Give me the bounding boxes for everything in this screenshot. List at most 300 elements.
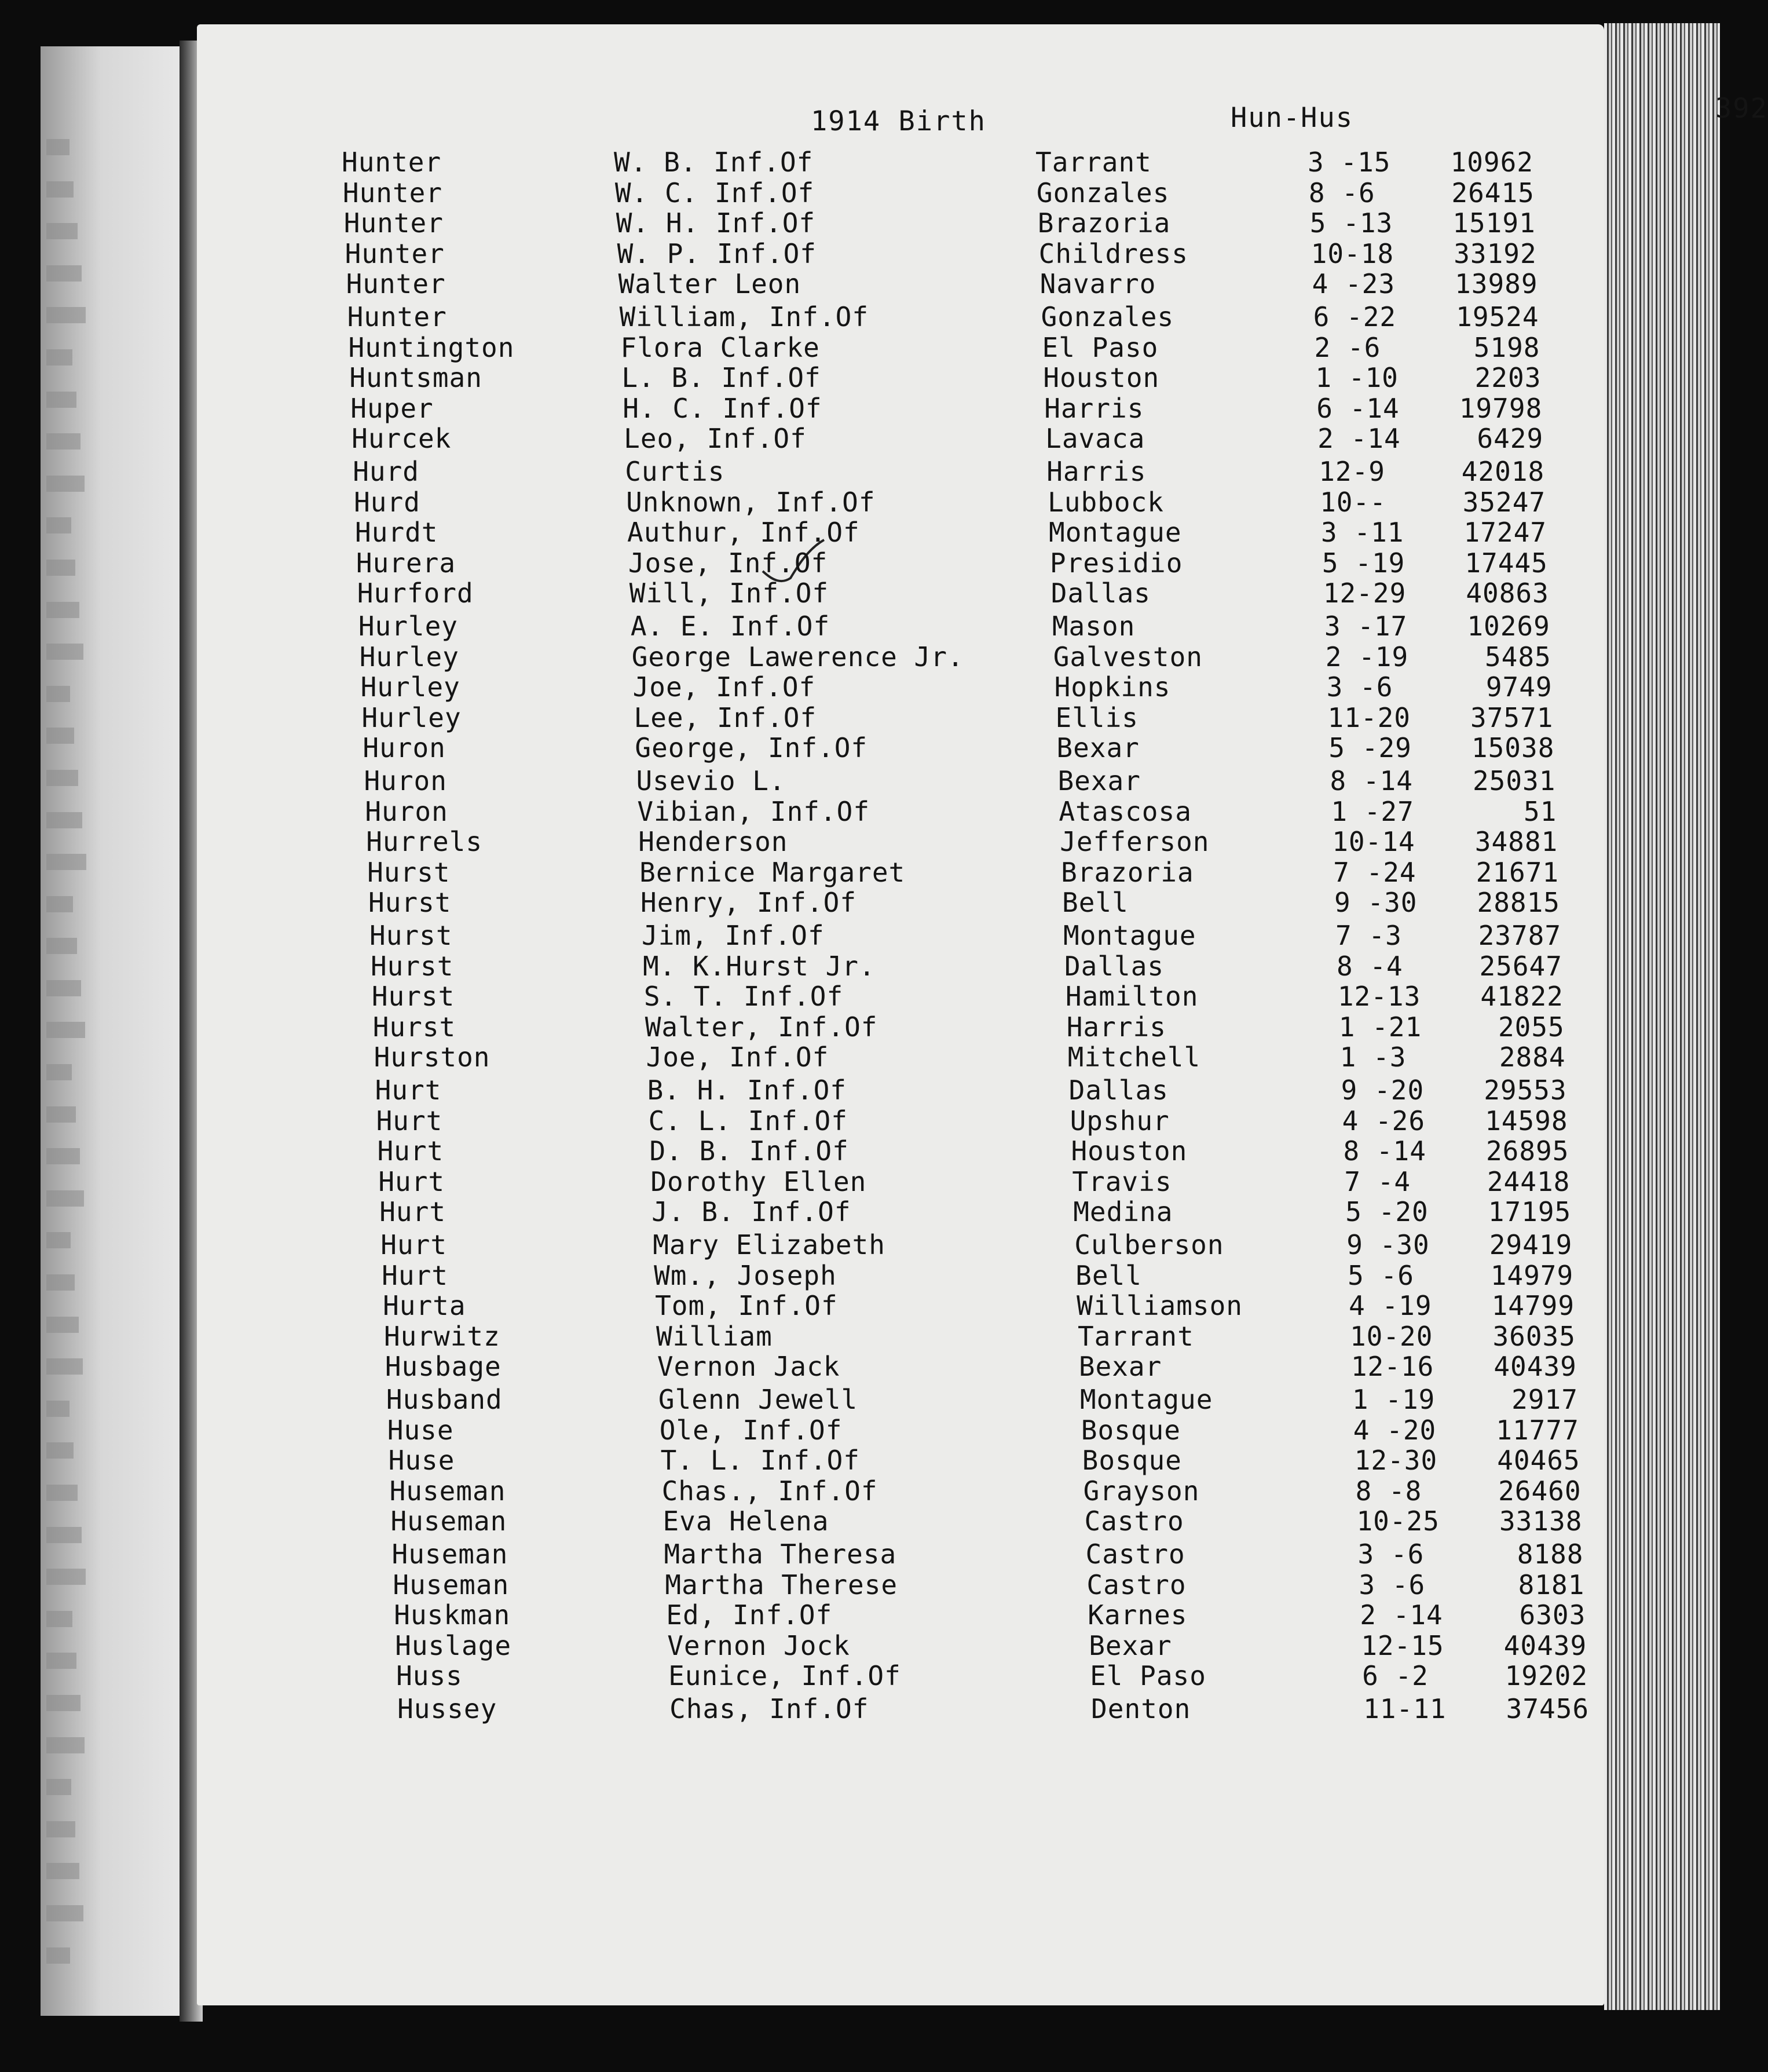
record-county: Hamilton	[1065, 981, 1199, 1013]
record-certificate-number: 34881	[1474, 826, 1558, 858]
bleed-through-mark	[46, 770, 78, 786]
bleed-through-mark	[46, 560, 75, 576]
record-surname: Huseman	[393, 1569, 510, 1600]
record-date: 10-25	[1356, 1505, 1440, 1537]
record-given-name: Tom, Inf.Of	[655, 1290, 838, 1322]
record-county: Gonzales	[1041, 301, 1174, 332]
record-surname: Huse	[388, 1445, 455, 1477]
page-title-year: 1914 Birth	[811, 105, 986, 137]
record-date: 7 -3	[1335, 920, 1402, 951]
bleed-through-mark	[46, 1527, 82, 1543]
record-county: Brazoria	[1061, 856, 1194, 888]
record-given-name: Jim, Inf.Of	[642, 920, 825, 951]
record-date: 6 -22	[1313, 301, 1397, 332]
record-county: Montague	[1049, 517, 1182, 549]
record-county: Upshur	[1070, 1105, 1170, 1137]
bleed-through-mark	[46, 349, 72, 366]
record-certificate-number: 40863	[1466, 578, 1549, 609]
record-certificate-number: 14799	[1491, 1290, 1575, 1322]
record-given-name: J. B. Inf.Of	[651, 1196, 851, 1228]
record-surname: Huper	[350, 392, 434, 424]
bleed-through-mark	[46, 812, 82, 828]
record-given-name: William	[656, 1320, 773, 1352]
record-given-name: Glenn Jewell	[658, 1384, 858, 1415]
record-certificate-number: 6429	[1477, 423, 1544, 455]
record-certificate-number: 33192	[1454, 237, 1537, 269]
record-certificate-number: 19798	[1459, 392, 1543, 424]
record-certificate-number: 25031	[1472, 765, 1556, 796]
record-certificate-number: 33138	[1499, 1505, 1583, 1537]
record-county: Navarro	[1039, 268, 1156, 300]
record-county: Bell	[1062, 887, 1129, 919]
record-certificate-number: 17247	[1463, 517, 1547, 549]
record-given-name: W. C. Inf.Of	[614, 177, 815, 209]
record-given-name: Walter, Inf.Of	[645, 1011, 878, 1043]
record-date: 10-18	[1311, 237, 1394, 269]
bleed-through-mark	[46, 1653, 76, 1669]
bleed-through-mark	[46, 476, 85, 492]
record-given-name: Ed, Inf.Of	[666, 1599, 833, 1631]
record-given-name: Wm., Joseph	[654, 1259, 837, 1291]
record-surname: Hunter	[343, 207, 444, 239]
bleed-through-mark	[46, 181, 74, 198]
record-county: Castro	[1084, 1505, 1184, 1537]
record-county: Castro	[1085, 1539, 1185, 1570]
record-county: Dallas	[1064, 950, 1165, 982]
record-certificate-number: 9749	[1485, 671, 1553, 703]
record-county: Hopkins	[1054, 671, 1171, 703]
record-surname: Hurst	[372, 1011, 456, 1043]
record-certificate-number: 36035	[1492, 1320, 1576, 1352]
record-certificate-number: 17195	[1488, 1196, 1572, 1228]
record-given-name: H. C. Inf.Of	[623, 392, 822, 424]
record-given-name: S. T. Inf.Of	[643, 981, 844, 1013]
record-surname: Hurwitz	[383, 1320, 500, 1352]
record-given-name: Vernon Jack	[657, 1351, 840, 1383]
record-given-name: Curtis	[625, 456, 725, 487]
record-date: 7 -24	[1333, 856, 1416, 888]
bleed-through-mark	[46, 938, 77, 954]
record-surname: Hurdt	[355, 517, 438, 549]
record-given-name: Usevio L.	[636, 765, 786, 796]
record-surname: Hurst	[367, 856, 451, 888]
bleed-through-mark	[46, 854, 86, 870]
record-date: 12-15	[1361, 1629, 1444, 1661]
record-certificate-number: 25647	[1479, 950, 1562, 982]
record-county: Denton	[1091, 1693, 1191, 1724]
record-county: Bosque	[1081, 1414, 1181, 1446]
record-county: Karnes	[1088, 1599, 1188, 1631]
record-given-name: Flora Clarke	[620, 331, 820, 363]
record-date: 6 -14	[1316, 392, 1400, 424]
record-county: Presidio	[1049, 547, 1183, 579]
record-given-name: Joe, Inf.Of	[646, 1042, 829, 1073]
record-date: 1 -19	[1352, 1384, 1436, 1415]
record-given-name: A. E. Inf.Of	[630, 611, 830, 642]
record-surname: Hurt	[378, 1165, 445, 1197]
record-surname: Huse	[387, 1414, 454, 1446]
record-surname: Hurt	[379, 1196, 446, 1228]
record-surname: Huseman	[391, 1539, 508, 1570]
record-date: 3 -6	[1359, 1569, 1426, 1600]
record-given-name: Unknown, Inf.Of	[626, 486, 876, 518]
record-surname: Hurston	[374, 1042, 490, 1073]
record-certificate-number: 51	[1523, 795, 1557, 827]
record-given-name: Leo, Inf.Of	[624, 423, 807, 455]
record-county: Mitchell	[1067, 1042, 1201, 1073]
record-certificate-number: 29419	[1489, 1229, 1573, 1260]
record-date: 3 -6	[1326, 671, 1393, 703]
record-date: 1 -10	[1315, 362, 1399, 394]
record-county: Lavaca	[1045, 423, 1145, 455]
record-given-name: Martha Therese	[665, 1569, 898, 1600]
bleed-through-mark	[46, 433, 80, 450]
record-certificate-number: 2917	[1511, 1384, 1578, 1415]
record-date: 1 -3	[1339, 1042, 1407, 1073]
record-date: 11-20	[1327, 701, 1411, 733]
record-county: Harris	[1046, 456, 1147, 487]
record-county: Childress	[1038, 237, 1188, 269]
record-given-name: Ole, Inf.Of	[659, 1414, 843, 1446]
record-surname: Hurt	[377, 1135, 444, 1167]
record-date: 11-11	[1363, 1693, 1447, 1724]
record-county: Culberson	[1074, 1229, 1224, 1260]
bleed-through-mark	[46, 1317, 79, 1333]
record-certificate-number: 14598	[1485, 1105, 1568, 1137]
record-surname: Hurrels	[366, 826, 483, 858]
record-date: 1 -27	[1331, 795, 1414, 827]
record-certificate-number: 2884	[1499, 1042, 1566, 1073]
record-date: 12-30	[1354, 1445, 1438, 1477]
record-county: Bosque	[1082, 1445, 1182, 1477]
bleed-through-mark	[46, 1148, 80, 1164]
record-certificate-number: 23787	[1478, 920, 1562, 951]
record-given-name: D. B. Inf.Of	[649, 1135, 849, 1167]
record-surname: Hussey	[397, 1693, 497, 1724]
record-certificate-number: 41822	[1480, 981, 1564, 1013]
record-given-name: Vibian, Inf.Of	[637, 795, 870, 827]
record-certificate-number: 11777	[1496, 1414, 1579, 1446]
bleed-through-mark	[46, 1190, 84, 1207]
record-county: Harris	[1066, 1011, 1166, 1043]
record-date: 12-9	[1319, 456, 1385, 487]
record-certificate-number: 2203	[1474, 362, 1542, 394]
page-stack-edge	[1604, 23, 1720, 2010]
ledger-page	[197, 24, 1768, 2005]
record-date: 12-16	[1350, 1351, 1434, 1383]
record-county: Tarrant	[1077, 1320, 1194, 1352]
record-date: 8 -4	[1336, 950, 1403, 982]
record-certificate-number: 5198	[1473, 331, 1540, 363]
record-county: Atascosa	[1059, 795, 1192, 827]
record-given-name: Mary Elizabeth	[653, 1229, 886, 1260]
record-surname: Hurd	[353, 456, 419, 487]
record-certificate-number: 19524	[1456, 301, 1539, 332]
record-surname: Hurt	[376, 1105, 443, 1137]
page-number: 392	[1715, 93, 1768, 125]
record-given-name: Chas., Inf.Of	[661, 1475, 878, 1507]
record-given-name: Dorothy Ellen	[650, 1165, 867, 1197]
record-date: 2 -19	[1325, 641, 1409, 673]
record-given-name: Eva Helena	[662, 1505, 829, 1537]
record-county: Galveston	[1053, 641, 1203, 673]
record-given-name: Will, Inf.Of	[629, 578, 829, 609]
bleed-through-mark	[46, 1022, 85, 1038]
record-date: 3 -17	[1324, 611, 1408, 642]
record-surname: Hurera	[356, 547, 456, 579]
record-county: Williamson	[1077, 1290, 1243, 1322]
record-certificate-number: 40465	[1497, 1445, 1580, 1477]
bleed-through-mark	[46, 139, 69, 155]
bleed-through-strip	[46, 139, 87, 1964]
bleed-through-mark	[46, 223, 78, 239]
record-surname: Hunter	[342, 177, 443, 209]
record-certificate-number: 6303	[1519, 1599, 1586, 1631]
bleed-through-mark	[46, 602, 79, 618]
record-surname: Hurley	[361, 701, 462, 733]
record-county: Travis	[1072, 1165, 1172, 1197]
record-given-name: Vernon Jock	[667, 1629, 850, 1661]
record-certificate-number: 14979	[1490, 1259, 1574, 1291]
bleed-through-mark	[46, 980, 81, 996]
record-certificate-number: 15038	[1471, 732, 1555, 764]
record-given-name: Jose, Inf.Of	[628, 547, 828, 579]
record-county: El Paso	[1042, 331, 1159, 363]
record-county: Bexar	[1057, 765, 1141, 796]
record-date: 2 -6	[1314, 331, 1381, 363]
record-given-name: Lee, Inf.Of	[634, 701, 817, 733]
record-county: Harris	[1044, 392, 1144, 424]
record-date: 10-20	[1349, 1320, 1433, 1352]
record-date: 12-13	[1337, 981, 1421, 1013]
record-certificate-number: 5485	[1484, 641, 1551, 673]
record-date: 6 -2	[1362, 1660, 1429, 1692]
record-given-name: T. L. Inf.Of	[660, 1445, 861, 1477]
record-county: Dallas	[1050, 578, 1151, 609]
record-county: Bexar	[1078, 1351, 1162, 1383]
record-surname: Hurst	[369, 920, 453, 951]
record-surname: Hurley	[359, 641, 459, 673]
record-date: 4 -23	[1312, 268, 1396, 300]
record-certificate-number: 37571	[1470, 701, 1554, 733]
record-certificate-number: 10269	[1467, 611, 1550, 642]
record-date: 9 -30	[1346, 1229, 1430, 1260]
bleed-through-mark	[46, 1358, 83, 1375]
record-surname: Hunter	[342, 147, 442, 178]
record-surname: Hunter	[347, 301, 447, 332]
record-certificate-number: 26460	[1498, 1475, 1582, 1507]
record-date: 9 -30	[1334, 887, 1418, 919]
record-county: Tarrant	[1035, 147, 1152, 178]
record-county: Dallas	[1068, 1075, 1169, 1106]
record-surname: Huskman	[394, 1599, 511, 1631]
record-surname: Hurley	[360, 671, 460, 703]
record-surname: Hurd	[354, 486, 420, 518]
record-given-name: C. L. Inf.Of	[648, 1105, 848, 1137]
bleed-through-mark	[46, 1737, 85, 1753]
record-given-name: W. H. Inf.Of	[616, 207, 816, 239]
record-county: El Paso	[1090, 1660, 1206, 1692]
record-surname: Hurt	[375, 1075, 442, 1106]
record-surname: Hurley	[358, 611, 458, 642]
record-surname: Hurta	[383, 1290, 466, 1322]
record-given-name: Chas, Inf.Of	[669, 1693, 869, 1724]
bleed-through-mark	[46, 686, 70, 702]
record-date: 4 -19	[1349, 1290, 1432, 1322]
bleed-through-mark	[46, 1947, 70, 1964]
record-given-name: William, Inf.Of	[619, 301, 869, 332]
record-surname: Hurst	[368, 887, 452, 919]
record-given-name: Authur, Inf.Of	[627, 517, 860, 549]
record-given-name: M. K.Hurst Jr.	[642, 950, 876, 982]
record-date: 2 -14	[1317, 423, 1401, 455]
record-given-name: B. H. Inf.Of	[647, 1075, 847, 1106]
record-given-name: W. P. Inf.Of	[617, 237, 817, 269]
page-name-range: Hun-Hus	[1231, 102, 1354, 134]
record-surname: Husbage	[385, 1351, 502, 1383]
bleed-through-mark	[46, 1232, 71, 1248]
record-date: 10-14	[1332, 826, 1415, 858]
record-certificate-number: 17445	[1465, 547, 1548, 579]
record-county: Montague	[1063, 920, 1196, 951]
bleed-through-mark	[46, 728, 74, 744]
record-county: Jefferson	[1060, 826, 1210, 858]
record-surname: Husband	[386, 1384, 503, 1415]
record-surname: Hunter	[346, 268, 446, 300]
record-certificate-number: 26895	[1485, 1135, 1569, 1167]
bleed-through-mark	[46, 1485, 78, 1501]
bleed-through-mark	[46, 1064, 72, 1080]
record-date: 9 -20	[1341, 1075, 1425, 1106]
record-date: 1 -21	[1338, 1011, 1422, 1043]
record-certificate-number: 40439	[1503, 1629, 1587, 1661]
record-surname: Huntington	[348, 331, 515, 363]
record-county: Houston	[1071, 1135, 1188, 1167]
record-county: Castro	[1086, 1569, 1187, 1600]
record-certificate-number: 24418	[1487, 1165, 1571, 1197]
record-county: Gonzales	[1036, 177, 1170, 209]
record-date: 8 -14	[1330, 765, 1413, 796]
record-certificate-number: 21671	[1476, 856, 1560, 888]
record-surname: Hurcek	[352, 423, 452, 455]
record-date: 3 -11	[1321, 517, 1404, 549]
record-county: Lubbock	[1048, 486, 1164, 518]
bleed-through-mark	[46, 896, 73, 912]
record-surname: Hurt	[382, 1259, 448, 1291]
record-certificate-number: 28815	[1477, 887, 1561, 919]
bleed-through-mark	[46, 1401, 69, 1417]
bleed-through-mark	[46, 265, 82, 282]
record-given-name: Henry, Inf.Of	[640, 887, 857, 919]
record-certificate-number: 42018	[1461, 456, 1545, 487]
record-date: 3 -15	[1308, 147, 1391, 178]
record-given-name: Henderson	[638, 826, 788, 858]
record-date: 2 -14	[1360, 1599, 1443, 1631]
record-date: 5 -6	[1348, 1259, 1414, 1291]
record-date: 10--	[1320, 486, 1386, 518]
record-surname: Huron	[364, 765, 447, 796]
record-county: Ellis	[1055, 701, 1139, 733]
birth-record-list	[197, 24, 1604, 2005]
record-surname: Huron	[365, 795, 448, 827]
bleed-through-mark	[46, 1695, 80, 1711]
record-certificate-number: 8181	[1518, 1569, 1585, 1600]
bleed-through-mark	[46, 1863, 79, 1879]
record-given-name: Walter Leon	[618, 268, 801, 300]
bleed-through-mark	[46, 307, 86, 323]
record-date: 4 -20	[1353, 1414, 1437, 1446]
bleed-through-mark	[46, 1442, 74, 1459]
record-county: Medina	[1073, 1196, 1173, 1228]
bleed-through-mark	[46, 1106, 76, 1123]
record-county: Montague	[1079, 1384, 1213, 1415]
record-surname: Huss	[396, 1660, 463, 1692]
record-given-name: L. B. Inf.Of	[621, 362, 821, 394]
record-certificate-number: 29553	[1484, 1075, 1567, 1106]
record-given-name: W. B. Inf.Of	[614, 147, 814, 178]
record-county: Houston	[1043, 362, 1160, 394]
record-date: 3 -6	[1357, 1539, 1425, 1570]
record-county: Grayson	[1083, 1475, 1200, 1507]
record-date: 4 -26	[1342, 1105, 1426, 1137]
record-given-name: George, Inf.Of	[635, 732, 868, 764]
record-date: 7 -4	[1344, 1165, 1411, 1197]
bleed-through-mark	[46, 1611, 72, 1627]
record-given-name: Martha Theresa	[664, 1539, 897, 1570]
record-certificate-number: 35247	[1462, 486, 1546, 518]
record-county: Bexar	[1089, 1629, 1172, 1661]
record-date: 12-29	[1323, 578, 1407, 609]
bleed-through-mark	[46, 1274, 75, 1291]
record-surname: Hunter	[345, 237, 445, 269]
record-certificate-number: 15191	[1452, 207, 1536, 239]
record-county: Bexar	[1056, 732, 1140, 764]
record-surname: Huseman	[389, 1475, 506, 1507]
record-certificate-number: 19202	[1505, 1660, 1588, 1692]
record-surname: Hurst	[370, 950, 454, 982]
record-certificate-number: 2055	[1498, 1011, 1565, 1043]
record-date: 5 -29	[1328, 732, 1412, 764]
record-given-name: Joe, Inf.Of	[632, 671, 816, 703]
record-certificate-number: 37456	[1506, 1693, 1590, 1724]
record-date: 5 -20	[1345, 1196, 1429, 1228]
bleed-through-mark	[46, 1905, 83, 1921]
record-surname: Huntsman	[349, 362, 482, 394]
bleed-through-mark	[46, 517, 71, 533]
record-date: 8 -6	[1308, 177, 1375, 209]
record-certificate-number: 40439	[1494, 1351, 1577, 1383]
record-surname: Hurford	[357, 578, 474, 609]
bleed-through-mark	[46, 1779, 71, 1795]
record-date: 5 -19	[1322, 547, 1405, 579]
record-date: 8 -14	[1343, 1135, 1426, 1167]
record-surname: Huslage	[395, 1629, 512, 1661]
bleed-through-mark	[46, 644, 83, 660]
record-given-name: George Lawerence Jr.	[631, 641, 964, 673]
record-county: Brazoria	[1037, 207, 1171, 239]
record-surname: Hurst	[371, 981, 455, 1013]
bleed-through-mark	[46, 392, 76, 408]
record-certificate-number: 8188	[1517, 1539, 1584, 1570]
bleed-through-mark	[46, 1569, 86, 1585]
bleed-through-mark	[46, 1821, 75, 1837]
record-surname: Huseman	[390, 1505, 507, 1537]
record-surname: Hurt	[380, 1229, 448, 1260]
record-surname: Huron	[363, 732, 446, 764]
record-given-name: Bernice Margaret	[639, 856, 906, 888]
record-certificate-number: 13989	[1455, 268, 1538, 300]
record-county: Mason	[1052, 611, 1136, 642]
